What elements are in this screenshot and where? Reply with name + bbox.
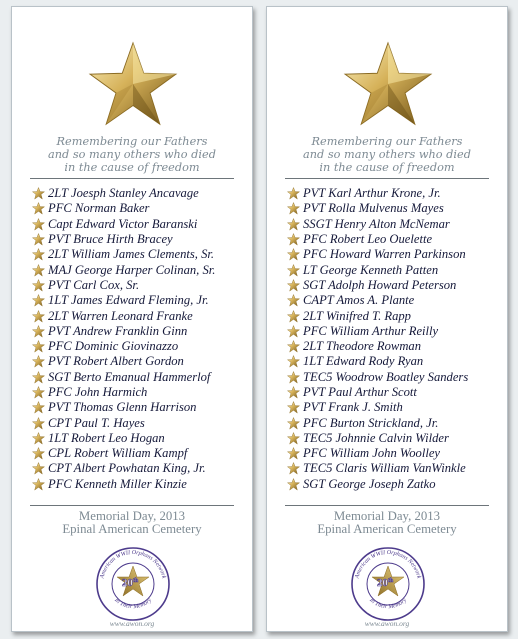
subtitle-line-1: Remembering our Fathers (56, 135, 208, 148)
soldier-name: Capt Edward Victor Baranski (48, 216, 198, 231)
soldier-name: 2LT Warren Leonard Franke (48, 308, 193, 323)
soldier-name: TEC5 Woodrow Boatley Sanders (303, 369, 469, 384)
soldier-name: PVT Thomas Glenn Harrison (48, 400, 197, 415)
soldier-name: MAJ George Harper Colinan, Sr. (48, 262, 216, 277)
gold-star-icon (32, 355, 45, 368)
footer-date: Memorial Day, 2013 (78, 509, 186, 523)
footer-cemetery: Epinal American Cemetery (317, 522, 457, 536)
soldier-name: PFC John Harmich (48, 385, 148, 399)
subtitle-line-3: in the cause of freedom (64, 161, 200, 174)
soldier-name: CAPT Amos A. Plante (303, 293, 415, 308)
gold-star-icon (88, 41, 178, 127)
gold-star-icon (287, 310, 300, 323)
gold-star-icon (287, 447, 300, 460)
list-item (267, 370, 507, 385)
list-item (267, 339, 507, 354)
names-list (12, 186, 252, 492)
list-item (12, 186, 252, 201)
list-item (12, 217, 252, 232)
divider-top (30, 178, 234, 179)
soldier-name: SSGT Henry Alton McNemar (303, 216, 450, 231)
list-item (267, 278, 507, 293)
gold-star-icon (287, 462, 300, 475)
gold-star-icon (32, 310, 45, 323)
seal-arc-top-text: American WWII Orphans Network (354, 549, 422, 580)
list-item (12, 415, 252, 430)
list-item (267, 385, 507, 400)
soldier-name: 2LT Joesph Stanley Ancavage (48, 186, 199, 201)
soldier-name: PVT Carl Cox, Sr. (48, 277, 140, 292)
names-list (267, 186, 507, 492)
list-item (12, 232, 252, 247)
list-item (267, 400, 507, 415)
soldier-name: 1LT Robert Leo Hogan (48, 430, 165, 445)
divider-top (285, 178, 489, 179)
gold-star-icon (287, 233, 300, 246)
list-item (12, 477, 252, 492)
soldier-name: PFC William Arthur Reilly (303, 323, 439, 338)
soldier-name: CPL Robert William Kampf (48, 446, 188, 461)
gold-star-icon (32, 233, 45, 246)
footer-date: Memorial Day, 2013 (333, 509, 441, 523)
soldier-name: 2LT Theodore Rowman (303, 339, 422, 354)
list-item (12, 446, 252, 461)
list-item (267, 477, 507, 492)
gold-star-icon (343, 41, 433, 127)
soldier-name: PVT Andrew Franklin Ginn (48, 323, 188, 338)
subtitle-line-2: and so many others who died (303, 148, 471, 161)
list-item (267, 354, 507, 369)
gold-star-icon (32, 264, 45, 277)
seal-arc-bottom-text: In Their Memory (113, 597, 153, 611)
subtitle-line-2: and so many others who died (48, 148, 216, 161)
soldier-name: 2LT William James Clements, Sr. (48, 247, 215, 262)
list-item (267, 415, 507, 430)
soldier-name: PVT Robert Albert Gordon (48, 354, 184, 369)
awon-seal-icon (344, 544, 432, 622)
gold-star-icon (32, 325, 45, 338)
list-item (267, 293, 507, 308)
gold-star-icon (32, 371, 45, 384)
gold-star-icon (287, 248, 300, 261)
gold-star-icon (32, 386, 45, 399)
soldier-name: 2LT Winifred T. Rapp (303, 308, 411, 323)
list-item (12, 278, 252, 293)
soldier-name: 1LT James Edward Fleming, Jr. (48, 293, 209, 308)
memorial-card-left (11, 6, 253, 632)
gold-star-icon (287, 417, 300, 430)
gold-star-icon (32, 248, 45, 261)
gold-star-icon (287, 202, 300, 215)
list-item (12, 324, 252, 339)
soldier-name: PFC Robert Leo Ouelette (303, 232, 433, 247)
soldier-name: PFC Norman Baker (48, 201, 150, 216)
soldier-name: SGT Berto Emanual Hammerlof (48, 369, 211, 384)
list-item (12, 308, 252, 323)
list-item (267, 186, 507, 201)
gold-star-icon (32, 432, 45, 445)
gold-star-icon (287, 218, 300, 231)
seal-number: 20 (376, 577, 388, 589)
soldier-name: PFC Howard Warren Parkinson (303, 247, 466, 262)
gold-star-icon (32, 401, 45, 414)
list-item (267, 232, 507, 247)
list-item (12, 339, 252, 354)
memorial-card-right (266, 6, 508, 632)
gold-star-icon (287, 401, 300, 414)
soldier-name: LT George Kenneth Patten (303, 262, 439, 277)
seal-arc-bottom-text: In Their Memory (368, 597, 408, 611)
soldier-name: PFC Kenneth Miller Kinzie (48, 476, 187, 491)
gold-star-icon (287, 294, 300, 307)
list-item (267, 324, 507, 339)
list-item (267, 201, 507, 216)
soldier-name: TEC5 Johnnie Calvin Wilder (303, 430, 449, 445)
footer-cemetery: Epinal American Cemetery (62, 522, 202, 536)
list-item (12, 431, 252, 446)
seal-arc-top-text: American WWII Orphans Network (99, 549, 167, 580)
seal-suffix: th (132, 578, 139, 584)
subtitle-line-1: Remembering our Fathers (311, 135, 463, 148)
soldier-name: SGT Adolph Howard Peterson (303, 277, 457, 292)
gold-star-icon (287, 371, 300, 384)
awon-seal-icon (89, 544, 177, 622)
list-item (12, 370, 252, 385)
soldier-name: PVT Rolla Mulvenus Mayes (303, 201, 444, 216)
gold-star-icon (32, 187, 45, 200)
list-item (267, 247, 507, 262)
gold-star-icon (32, 478, 45, 491)
list-item (267, 262, 507, 277)
soldier-name: CPT Paul T. Hayes (48, 415, 145, 430)
divider-bottom (285, 505, 489, 506)
gold-star-icon (287, 340, 300, 353)
soldier-name: SGT George Joseph Zatko (303, 476, 436, 491)
list-item (12, 201, 252, 216)
divider-bottom (30, 505, 234, 506)
gold-star-icon (287, 386, 300, 399)
list-item (12, 400, 252, 415)
soldier-name: TEC5 Claris William VanWinkle (303, 461, 466, 476)
gold-star-icon (287, 478, 300, 491)
soldier-name: PVT Frank J. Smith (303, 400, 403, 415)
list-item (267, 308, 507, 323)
soldier-name: CPT Albert Powhatan King, Jr. (48, 461, 206, 476)
website-url: www.awon.org (109, 619, 155, 628)
list-item (267, 217, 507, 232)
gold-star-icon (287, 325, 300, 338)
seal-number: 20 (121, 577, 133, 589)
gold-star-icon (32, 462, 45, 475)
soldier-name: PFC Dominic Giovinazzo (48, 339, 179, 354)
gold-star-icon (32, 417, 45, 430)
list-item (267, 431, 507, 446)
gold-star-icon (32, 340, 45, 353)
gold-star-icon (32, 294, 45, 307)
soldier-name: PFC Burton Strickland, Jr. (303, 415, 439, 430)
soldier-name: 1LT Edward Rody Ryan (303, 354, 424, 369)
gold-star-icon (287, 432, 300, 445)
website-url: www.awon.org (364, 619, 410, 628)
gold-star-icon (32, 218, 45, 231)
soldier-name: PVT Bruce Hirth Bracey (48, 232, 173, 247)
gold-star-icon (32, 202, 45, 215)
gold-star-icon (287, 279, 300, 292)
gold-star-icon (287, 355, 300, 368)
soldier-name: PVT Karl Arthur Krone, Jr. (303, 186, 441, 201)
list-item (12, 247, 252, 262)
gold-star-icon (287, 264, 300, 277)
soldier-name: PFC William John Woolley (303, 446, 440, 461)
list-item (267, 446, 507, 461)
gold-star-icon (287, 187, 300, 200)
gold-star-icon (32, 447, 45, 460)
list-item (12, 354, 252, 369)
gold-star-icon (32, 279, 45, 292)
seal-suffix: th (387, 578, 394, 584)
soldier-name: PVT Paul Arthur Scott (303, 385, 417, 399)
list-item (12, 385, 252, 400)
list-item (12, 262, 252, 277)
subtitle-line-3: in the cause of freedom (319, 161, 455, 174)
list-item (267, 461, 507, 476)
list-item (12, 461, 252, 476)
list-item (12, 293, 252, 308)
